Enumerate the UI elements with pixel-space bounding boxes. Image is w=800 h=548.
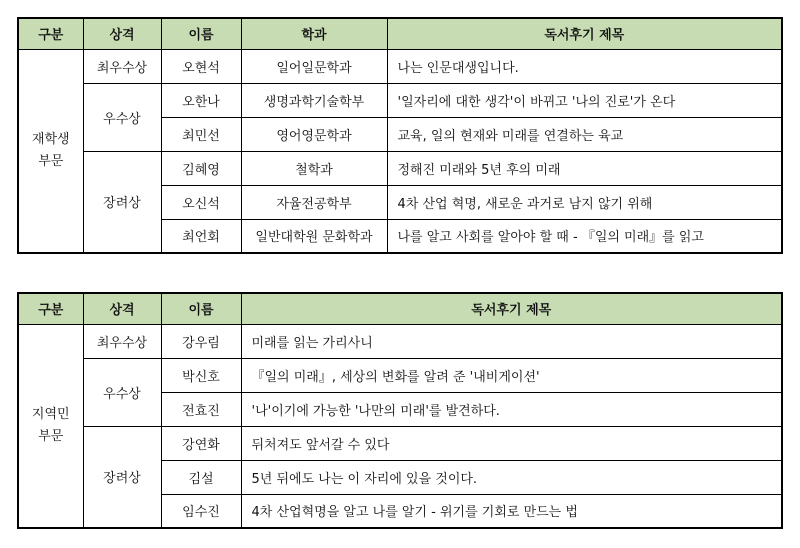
- student-awards-table: [17, 17, 783, 254]
- dept-cell: 철학과: [241, 151, 387, 185]
- name-cell: 오신석: [161, 185, 241, 219]
- name-cell: 김혜영: [161, 151, 241, 185]
- table-row: [18, 49, 782, 83]
- dept-cell: 일어일문학과: [241, 49, 387, 83]
- title-cell: 『일의 미래』, 세상의 변화를 알려 준 '내비게이션': [241, 358, 782, 392]
- award-cell: 최우수상: [83, 324, 161, 358]
- header-name: 이름: [161, 293, 241, 324]
- header-category: 구분: [18, 18, 83, 49]
- name-cell: 최민선: [161, 117, 241, 151]
- table-row: [18, 324, 782, 358]
- header-title: 독서후기 제목: [387, 18, 782, 49]
- header-title: 독서후기 제목: [241, 293, 782, 324]
- dept-cell: 자율전공학부: [241, 185, 387, 219]
- header-category: 구분: [18, 293, 83, 324]
- table-header-row: [18, 18, 782, 49]
- name-cell: 전효진: [161, 392, 241, 426]
- title-cell: 뒤처져도 앞서갈 수 있다: [241, 426, 782, 460]
- name-cell: 강연화: [161, 426, 241, 460]
- section-label-line1: 재학생: [31, 131, 70, 147]
- title-cell: 미래를 읽는 가리사니: [241, 324, 782, 358]
- title-cell: 교육, 일의 현재와 미래를 연결하는 육교: [387, 117, 782, 151]
- name-cell: 임수진: [161, 494, 241, 528]
- award-cell: 최우수상: [83, 49, 161, 83]
- name-cell: 박신호: [161, 358, 241, 392]
- section-label-line2: 부문: [38, 153, 64, 169]
- header-name: 이름: [161, 18, 241, 49]
- title-cell: '나'이기에 가능한 '나만의 미래'를 발견하다.: [241, 392, 782, 426]
- table-row: [18, 426, 782, 460]
- title-cell: 나를 알고 사회를 알아야 할 때 - 『일의 미래』를 읽고: [387, 219, 782, 253]
- name-cell: 오현석: [161, 49, 241, 83]
- section-label-line1: 지역민: [31, 406, 70, 422]
- award-cell: 우수상: [83, 83, 161, 151]
- table-row: [18, 83, 782, 117]
- name-cell: 김설: [161, 460, 241, 494]
- award-cell: 장려상: [83, 151, 161, 253]
- dept-cell: 생명과학기술학부: [241, 83, 387, 117]
- name-cell: 오한나: [161, 83, 241, 117]
- table-header-row: [18, 293, 782, 324]
- dept-cell: 영어영문학과: [241, 117, 387, 151]
- name-cell: 강우림: [161, 324, 241, 358]
- section-label: [18, 49, 83, 253]
- header-dept: 학과: [241, 18, 387, 49]
- resident-awards-table: [17, 292, 783, 529]
- table-row: [18, 151, 782, 185]
- table-row: [18, 358, 782, 392]
- award-cell: 장려상: [83, 426, 161, 528]
- title-cell: 5년 뒤에도 나는 이 자리에 있을 것이다.: [241, 460, 782, 494]
- title-cell: 4차 산업 혁명, 새로운 과거로 남지 않기 위해: [387, 185, 782, 219]
- header-award: 상격: [83, 293, 161, 324]
- dept-cell: 일반대학원 문화학과: [241, 219, 387, 253]
- title-cell: 나는 인문대생입니다.: [387, 49, 782, 83]
- section-label-line2: 부문: [38, 428, 64, 444]
- title-cell: 4차 산업혁명을 알고 나를 알기 - 위기를 기회로 만드는 법: [241, 494, 782, 528]
- award-cell: 우수상: [83, 358, 161, 426]
- title-cell: 정해진 미래와 5년 후의 미래: [387, 151, 782, 185]
- header-award: 상격: [83, 18, 161, 49]
- title-cell: '일자리에 대한 생각'이 바뀌고 '나의 진로'가 온다: [387, 83, 782, 117]
- name-cell: 최언회: [161, 219, 241, 253]
- section-label: [18, 324, 83, 528]
